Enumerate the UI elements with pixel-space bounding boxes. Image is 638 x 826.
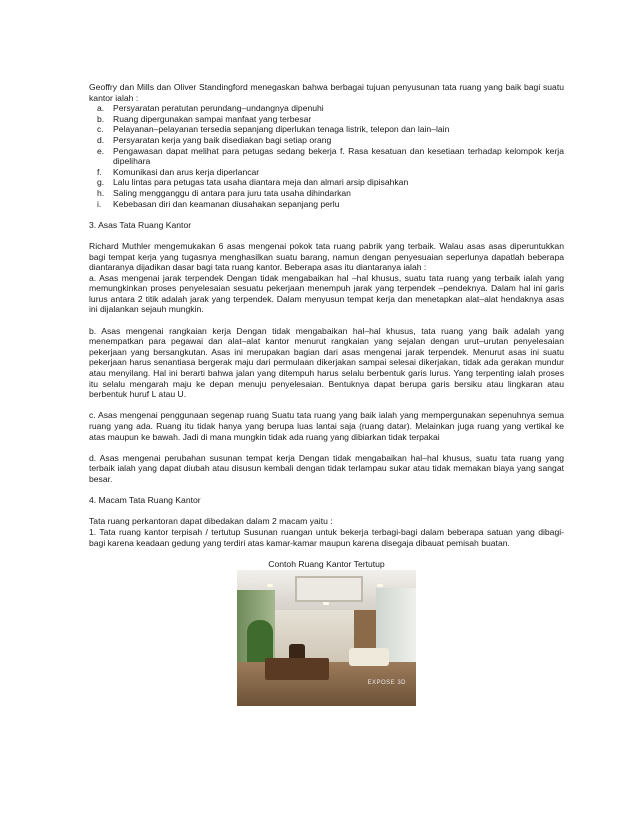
muthler-intro-paragraph: Richard Muthler mengemukakan 6 asas mengenai pokok tata ruang pabrik yang terbaik. Walau asas asas diperuntukkan bagi tempat kerja yang tugasnya menghasilkan suatu barang, namun dengan penyesuaian seperlunya dapatlah beberapa diantaranya dijadikan dasar bagi tata ruang kantor. Beberapa asas itu diantaranya ialah : xyxy=(89,240,564,273)
document-page xyxy=(89,82,564,706)
photo-watermark: EXPOSE 3D xyxy=(367,679,406,686)
goals-list xyxy=(89,103,564,209)
figure-caption: Contoh Ruang Kantor Tertutup xyxy=(268,558,385,569)
asas-c-paragraph: c. Asas mengenai penggunaan segenap ruang Suatu tata ruang yang baik ialah yang mempergunakan sepenuhnya semua ruang yang ada. Ruang itu tidak hanya yang berupa luas lantai saja (ruang datar). Melainkan juga ruang yang vertikal ke atas maupun ke bawah. Jadi di mana mungkin tidak ada ruang yang dibiarkan tidak terpakai xyxy=(89,410,564,442)
list-item: g. Lalu lintas para petugas tata usaha diantara meja dan almari arsip dipisahkan xyxy=(97,177,409,188)
list-item: c. Pelayanan–pelayanan tersedia sepanjang diperlukan tenaga listrik, telepon dan lain–lain xyxy=(97,124,450,135)
list-item: a. Persyaratan peratutan perundang–undangnya dipenuhi xyxy=(97,103,324,114)
asas-d-paragraph: d. Asas mengenai perubahan susunan tempat kerja Dengan tidak mengabaikan hal–hal khusus, suatu tata ruang yang terbaik ialah yang dapat diubah atau disusun kembali dengan tidak terlampau sukar atau tidak memakan biaya yang sangat besar. xyxy=(89,452,564,484)
macam-intro-paragraph: Tata ruang perkantoran dapat dibedakan dalam 2 macam yaitu : xyxy=(89,516,333,527)
list-item: h. Saling mengganggu di antara para juru tata usaha dihindarkan xyxy=(97,187,351,198)
macam-1-paragraph: 1. Tata ruang kantor terpisah / tertutup Susunan ruangan untuk bekerja terbagi-bagi dalam beberapa satuan yang dibagi-bagi karena keadaan gedung yang terdiri atas kamar-kamar maupun karena disegaja dibauat pemisah buatan. xyxy=(89,526,564,548)
list-item: e. Pengawasan dapat melihat para petugas sedang bekerja f. Rasa kesatuan dan kesetiaan terhadap kelompok kerja dipelihara xyxy=(97,145,564,167)
list-item: b. Ruang dipergunakan sampai manfaat yang terbesar xyxy=(97,113,312,124)
list-item: d. Persyaratan kerja yang baik disediakan bagi setiap orang xyxy=(97,134,332,145)
asas-b-paragraph: b. Asas mengenai rangkaian kerja Dengan tidak mengabaikan hal–hal khusus, tata ruang yang baik adalah yang menempatkan para pegawai dan alat–alat kantor menurut rangkaian yang sejalan dengan urut–urutan penyelesaian pekerjaan yang bersangkutan. Asas ini merupakan bagian dari asas mengenai jarak terpendek. Menurut asas ini suatu pekerjaan harus senantiasa bergerak maju dari permulaan dikerjakan sampai selesai dikerjakan, tidak ada gerakan mundur atau menyilang. Hal ini berarti bahwa jalan yang ditempuh harus selalu berbentuk garis lurus. Yang terpenting ialah proses itu selalu mengarah maju ke depan menuju penyelesaian. Bentuknya dapat berupa garis bersiku atau lingkaran atau berbentuk huruf L atau U. xyxy=(89,325,564,400)
office-room-photo xyxy=(237,570,416,706)
list-item: f. Komunikasi dan arus kerja diperlancar xyxy=(97,166,260,177)
intro-paragraph: Geoffry dan Mills dan Oliver Standingford menegaskan bahwa berbagai tujuan penyusunan tata ruang yang baik bagi suatu kantor ialah : xyxy=(89,82,564,103)
section-heading-4: 4. Macam Tata Ruang Kantor xyxy=(89,495,201,506)
asas-a-paragraph: a. Asas mengenai jarak terpendek Dengan tidak mengabaikan hal –hal khusus, suatu tata ruang yang terbaik ialah yang memungkinkan proses penyelesaian sesuatu pekerjaan menempuh jarak yang terpendek –pendeknya. Dalam hal ini garis lurus antara 2 titik adalah jarak yang terpendek. Dalam menyusun tempat kerja dan menetapkan alat–alat hendaknya asas ini dijalankan sejauh mungkin. xyxy=(89,272,564,315)
section-heading-3: 3. Asas Tata Ruang Kantor xyxy=(89,219,192,230)
list-item: i. Kebebasan diri dan keamanan diusahakan sepanjang perlu xyxy=(97,198,340,209)
